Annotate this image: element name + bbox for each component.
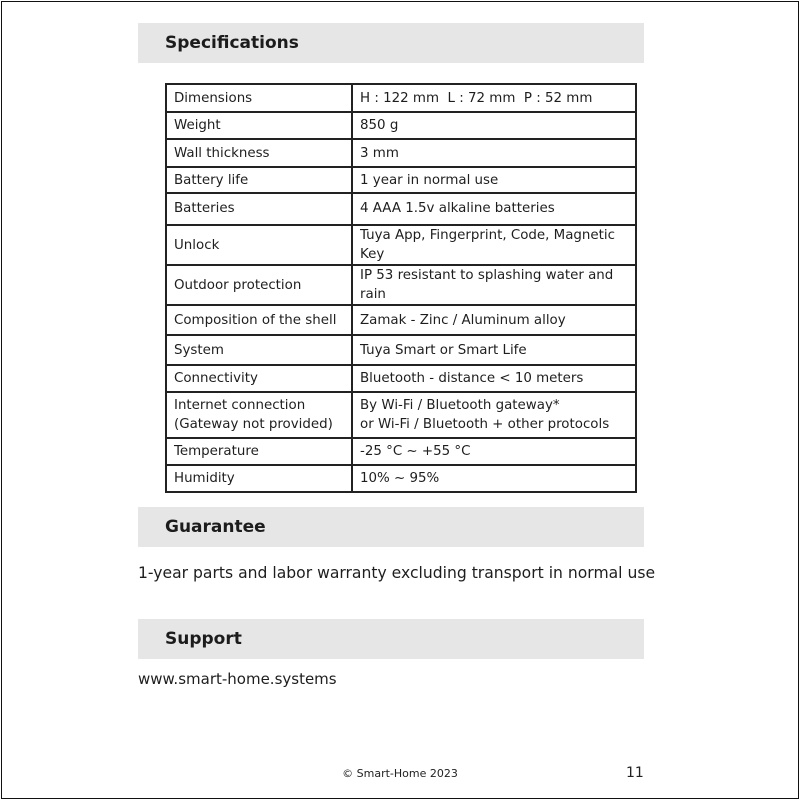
guarantee-text: 1-year parts and labor warranty excluding transport in normal use xyxy=(138,564,656,582)
support-url[interactable]: www.smart-home.systems xyxy=(138,670,337,688)
spec-label: Connectivity xyxy=(166,365,352,392)
spec-label: Composition of the shell xyxy=(166,305,352,335)
guarantee-heading: Guarantee xyxy=(138,507,644,547)
spec-label-line: (Gateway not provided) xyxy=(174,417,333,432)
spec-value xyxy=(352,392,636,438)
spec-value: Tuya App, Fingerprint, Code, Magnetic Key xyxy=(352,225,636,265)
support-heading: Support xyxy=(138,619,644,659)
spec-value-line: By Wi-Fi / Bluetooth gateway* xyxy=(360,398,560,413)
spec-value: IP 53 resistant to splashing water and rain xyxy=(352,265,636,305)
spec-value: 850 g xyxy=(352,112,636,139)
table-row xyxy=(166,438,636,465)
spec-label xyxy=(166,392,352,438)
spec-label: Weight xyxy=(166,112,352,139)
spec-label: Wall thickness xyxy=(166,139,352,167)
spec-label: Unlock xyxy=(166,225,352,265)
spec-label: System xyxy=(166,335,352,365)
table-row xyxy=(166,225,636,265)
table-row xyxy=(166,193,636,225)
spec-value: Zamak - Zinc / Aluminum alloy xyxy=(352,305,636,335)
table-row xyxy=(166,305,636,335)
table-row xyxy=(166,465,636,492)
table-row xyxy=(166,392,636,438)
spec-value-line: or Wi-Fi / Bluetooth + other protocols xyxy=(360,417,610,432)
table-row xyxy=(166,167,636,193)
spec-label: Battery life xyxy=(166,167,352,193)
specifications-heading: Specifications xyxy=(138,23,644,63)
spec-label: Batteries xyxy=(166,193,352,225)
spec-value: -25 °C ~ +55 °C xyxy=(352,438,636,465)
spec-value: 3 mm xyxy=(352,139,636,167)
table-row xyxy=(166,139,636,167)
document-page xyxy=(1,1,799,799)
table-row xyxy=(166,365,636,392)
table-row xyxy=(166,84,636,112)
table-row xyxy=(166,265,636,305)
spec-value: 1 year in normal use xyxy=(352,167,636,193)
page-number: 11 xyxy=(626,765,644,781)
spec-label-line: Internet connection xyxy=(174,398,306,413)
table-row xyxy=(166,335,636,365)
spec-label: Outdoor protection xyxy=(166,265,352,305)
spec-value: 4 AAA 1.5v alkaline batteries xyxy=(352,193,636,225)
table-row xyxy=(166,112,636,139)
specifications-table xyxy=(165,83,637,493)
spec-label: Temperature xyxy=(166,438,352,465)
spec-label: Humidity xyxy=(166,465,352,492)
spec-value: Tuya Smart or Smart Life xyxy=(352,335,636,365)
spec-label: Dimensions xyxy=(166,84,352,112)
spec-value: H : 122 mm L : 72 mm P : 52 mm xyxy=(352,84,636,112)
spec-value: 10% ~ 95% xyxy=(352,465,636,492)
footer-copyright: © Smart-Home 2023 xyxy=(342,767,458,780)
spec-value: Bluetooth - distance < 10 meters xyxy=(352,365,636,392)
